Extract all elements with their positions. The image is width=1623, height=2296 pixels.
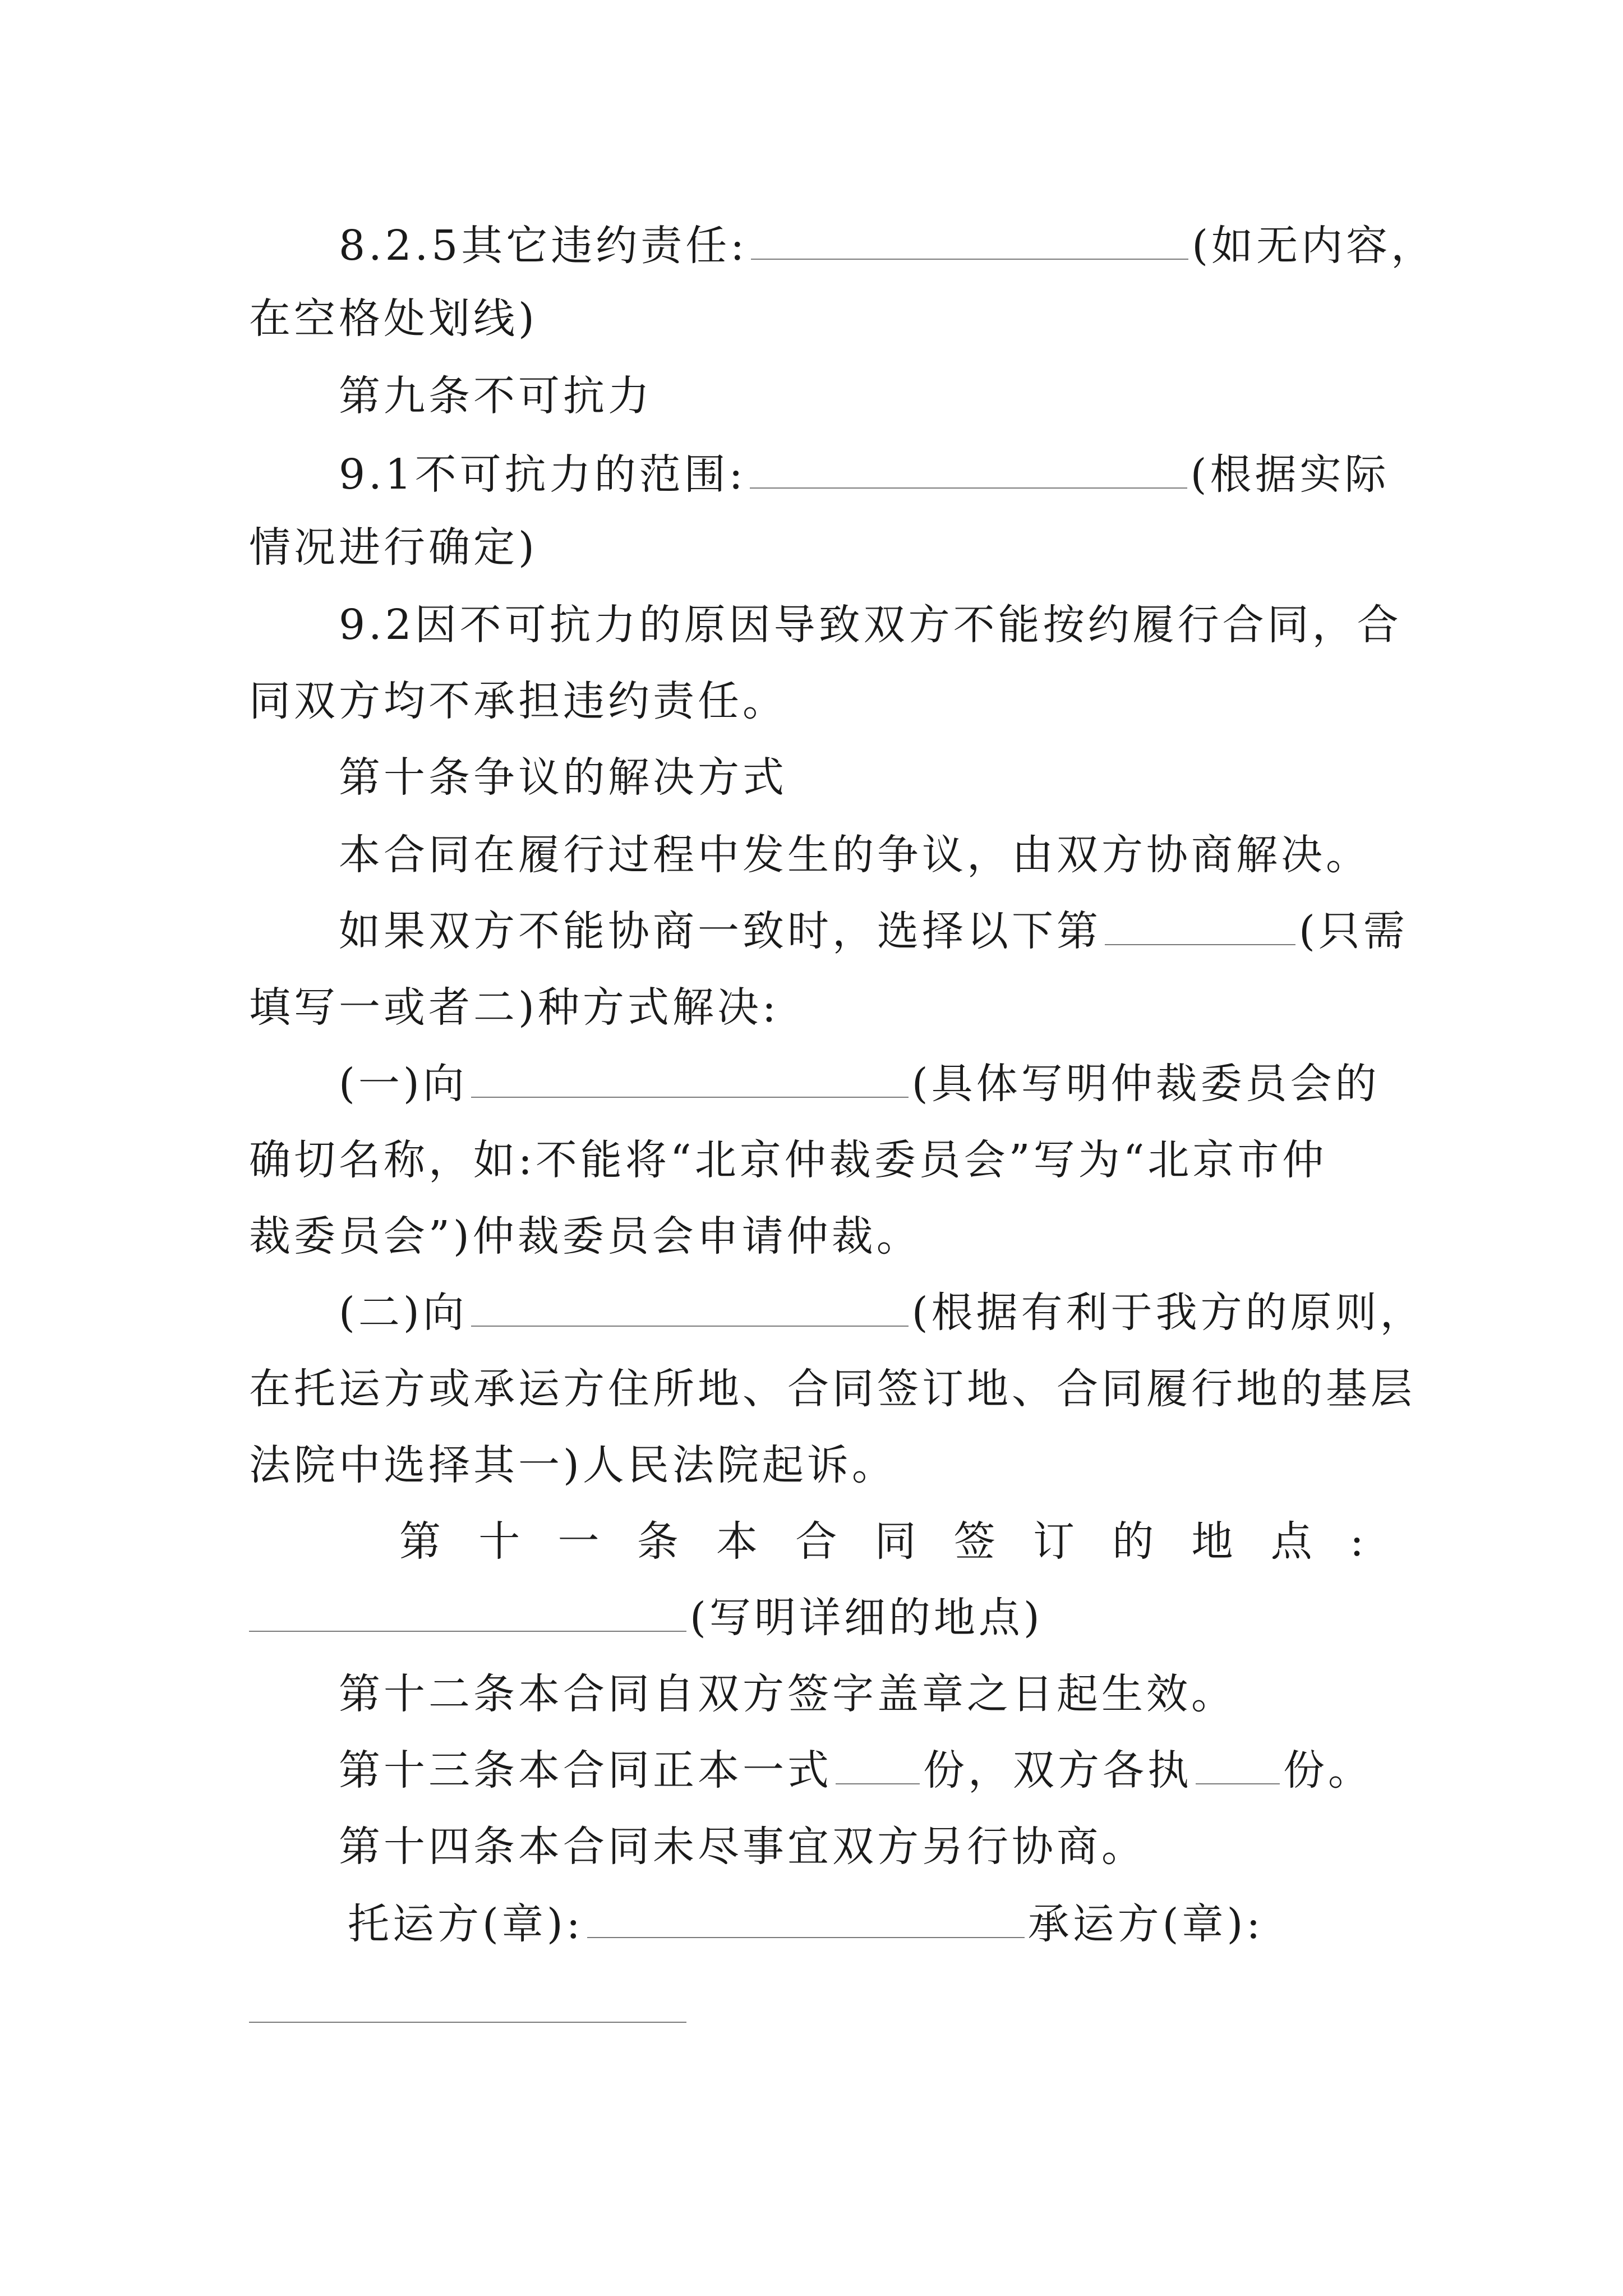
clause-9-1-label: 9.1不可抗力的范围: — [339, 450, 746, 499]
option-litigation-cont-2: 法院中选择其一)人民法院起诉。 — [249, 1441, 897, 1489]
fill-blank-shipper-seal[interactable] — [587, 1900, 1025, 1938]
article-11-char: 签 — [953, 1517, 995, 1566]
option-arbitration-cont-1: 确切名称，如:不能将“北京仲裁委员会”写为“北京市仲 — [249, 1136, 1327, 1184]
article-10-choice-label: 如果双方不能协商一致时，选择以下第 — [339, 907, 1101, 955]
option-litigation — [339, 1285, 1425, 1341]
fill-blank-total-copies[interactable] — [836, 1746, 920, 1784]
article-11-char: : — [1350, 1517, 1364, 1566]
article-13-end: 份。 — [1283, 1746, 1373, 1795]
option-arbitration-note: (具体写明仲裁委员会的 — [911, 1060, 1380, 1108]
article-10-choice-cont: 填写一或者二)种方式解决: — [249, 983, 780, 1032]
article-10-choice — [339, 903, 1408, 959]
article-13-label: 第十三条本合同正本一式 — [339, 1746, 832, 1795]
clause-9-2-cont: 同双方均不承担违约责任。 — [249, 677, 787, 725]
article-11-note: (写明详细的地点) — [690, 1594, 1043, 1642]
article-14: 第十四条本合同未尽事宜双方另行协商。 — [339, 1823, 1146, 1871]
fill-blank-arbitration-commission[interactable] — [471, 1060, 909, 1098]
article-11-char: 同 — [874, 1517, 916, 1566]
clause-9-2: 9.2因不可抗力的原因导致双方不能按约履行合同，合 — [339, 601, 1402, 649]
clause-8-2-5-label: 8.2.5其它违约责任: — [339, 222, 748, 270]
article-9-heading: 第九条不可抗力 — [339, 372, 653, 420]
option-litigation-cont-1: 在托运方或承运方住所地、合同签订地、合同履行地的基层 — [249, 1365, 1415, 1413]
fill-blank-other-liability[interactable] — [751, 222, 1188, 260]
article-12: 第十二条本合同自双方签字盖章之日起生效。 — [339, 1670, 1236, 1718]
fill-blank-dispute-option[interactable] — [1105, 907, 1295, 945]
article-11-char: 订 — [1033, 1517, 1075, 1566]
shipper-seal-label: 托运方(章): — [348, 1900, 584, 1948]
clause-8-2-5 — [339, 218, 1436, 274]
fill-blank-signing-place[interactable] — [249, 1594, 686, 1632]
article-11-place — [249, 1590, 1043, 1646]
article-11-char: 本 — [716, 1517, 758, 1566]
option-arbitration-label: (一)向 — [339, 1060, 468, 1108]
article-11-char: 十 — [478, 1517, 520, 1566]
article-11-char: 地 — [1191, 1517, 1233, 1566]
clause-9-1 — [339, 447, 1390, 503]
option-arbitration — [339, 1056, 1380, 1112]
article-10-choice-note: (只需 — [1299, 907, 1408, 955]
clause-9-1-note-cont: 情况进行确定) — [249, 523, 538, 572]
fill-blank-court[interactable] — [471, 1289, 909, 1327]
article-11-heading — [399, 1513, 1364, 1570]
article-11-char: 的 — [1112, 1517, 1154, 1566]
fill-blank-copies-each[interactable] — [1196, 1746, 1280, 1784]
article-10-text: 本合同在履行过程中发生的争议，由双方协商解决。 — [339, 831, 1371, 879]
article-11-char: 一 — [557, 1517, 600, 1566]
article-11-char: 合 — [795, 1517, 837, 1566]
signature-line — [348, 1896, 1264, 1952]
article-13-mid: 份，双方各执 — [923, 1746, 1192, 1795]
article-10-heading: 第十条争议的解决方式 — [339, 753, 787, 802]
article-13 — [339, 1742, 1373, 1798]
clause-8-2-5-note-cont: 在空格处划线) — [249, 295, 538, 343]
article-11-char: 第 — [399, 1517, 441, 1566]
article-11-char: 点 — [1270, 1517, 1312, 1566]
option-arbitration-cont-2: 裁委员会”)仲裁委员会申请仲裁。 — [249, 1212, 921, 1260]
option-litigation-label: (二)向 — [339, 1289, 468, 1337]
clause-9-1-note: (根据实际 — [1190, 450, 1390, 499]
fill-blank-carrier-seal[interactable] — [249, 2022, 686, 2023]
fill-blank-force-majeure-scope[interactable] — [750, 450, 1187, 489]
article-11-char: 条 — [637, 1517, 679, 1566]
option-litigation-note: (根据有利于我方的原则， — [911, 1289, 1425, 1337]
carrier-seal-label: 承运方(章): — [1027, 1900, 1264, 1948]
clause-8-2-5-note: (如无内容， — [1192, 222, 1436, 270]
